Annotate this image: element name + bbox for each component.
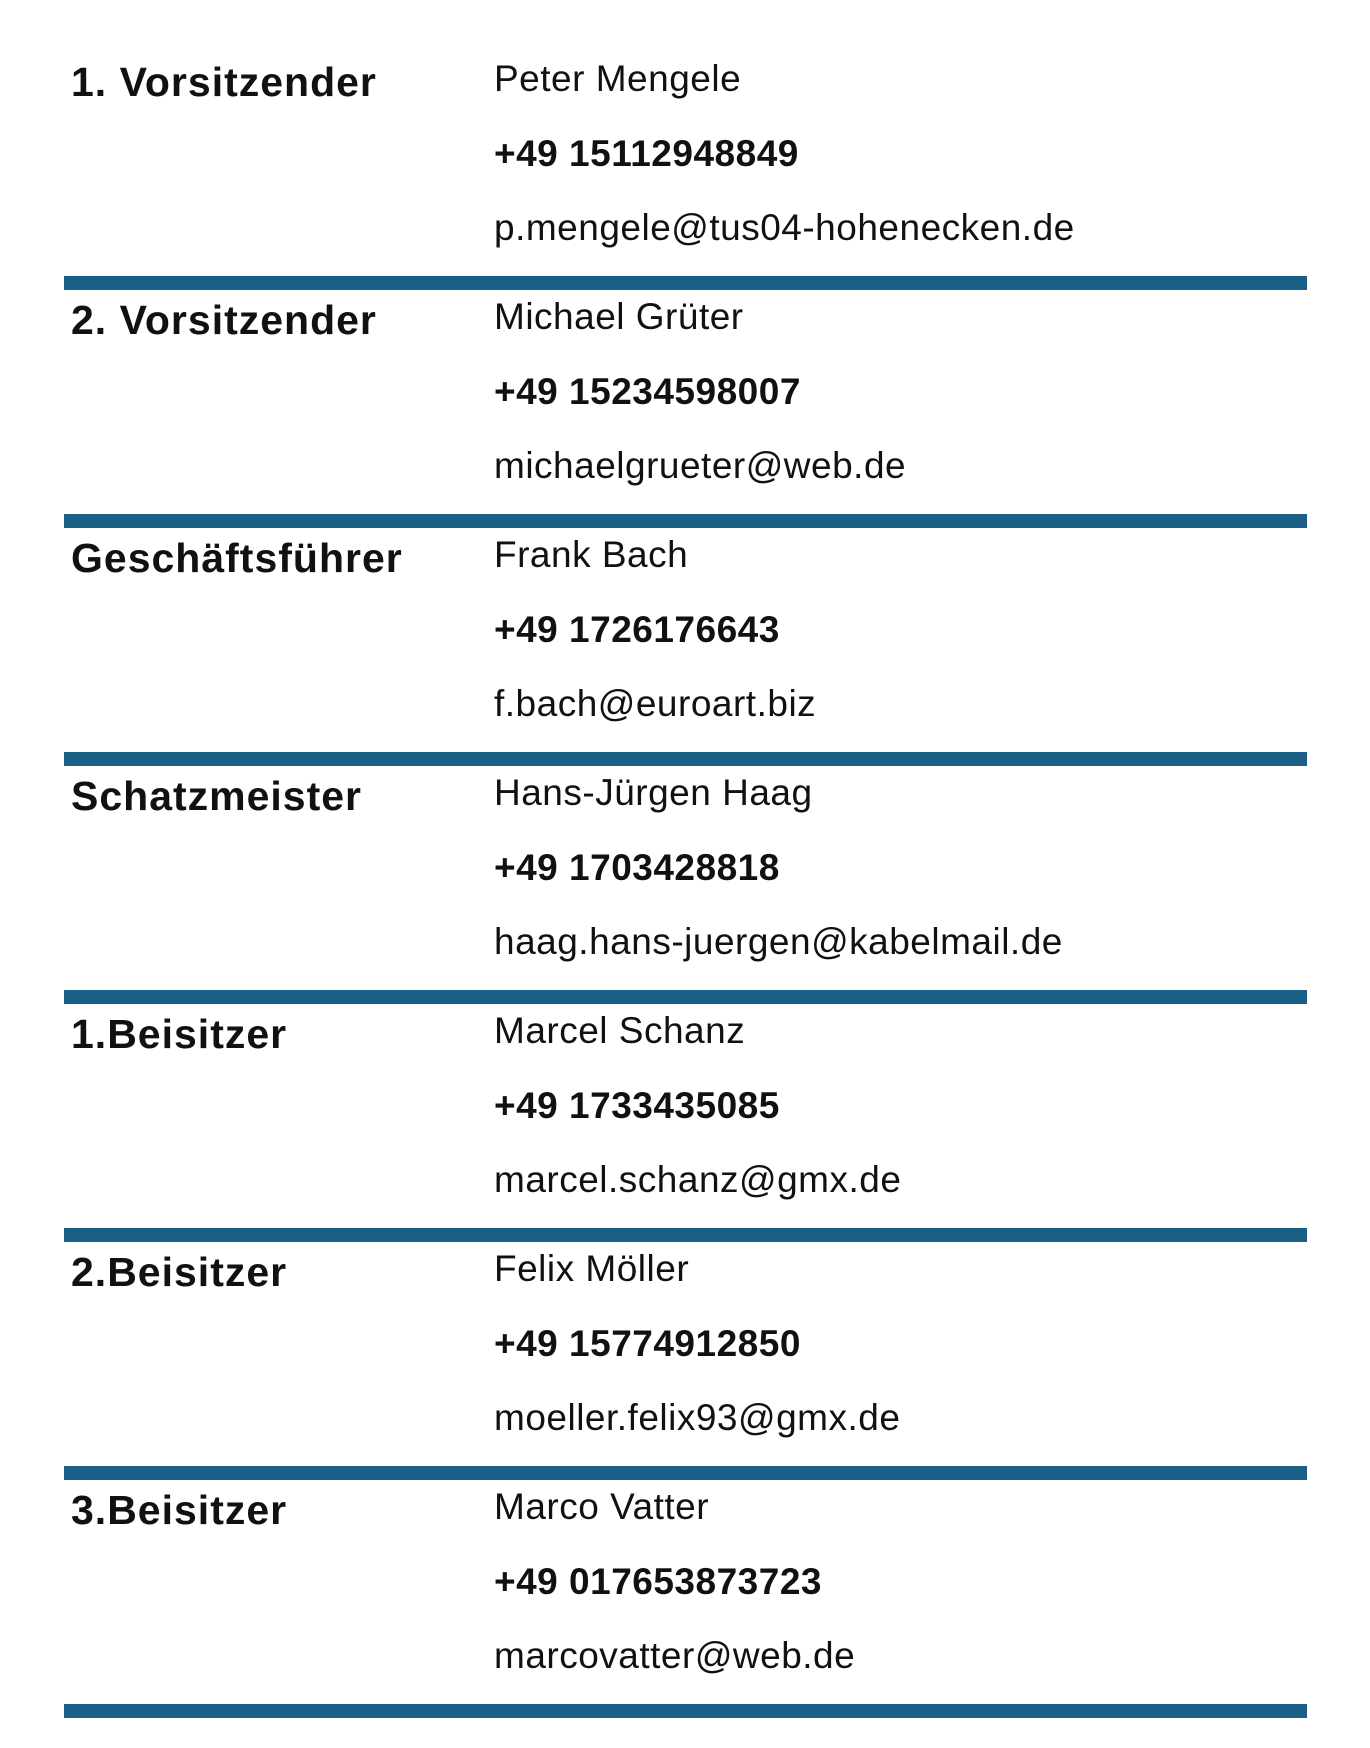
role-label: 2. Vorsitzender <box>71 297 377 343</box>
phone-number: +49 1726176643 <box>494 609 780 650</box>
role-label: Schatzmeister <box>71 773 363 819</box>
divider-rule <box>64 990 1307 1004</box>
divider-rule <box>64 276 1307 290</box>
email-address: f.bach@euroart.biz <box>494 683 817 724</box>
phone-number: +49 15774912850 <box>494 1323 801 1364</box>
phone-number: +49 15112948849 <box>494 133 799 174</box>
person-name: Michael Grüter <box>494 296 744 337</box>
person-name: Marcel Schanz <box>494 1010 746 1051</box>
role-label: 1.Beisitzer <box>71 1011 288 1057</box>
person-name: Marco Vatter <box>494 1486 710 1527</box>
phone-number: +49 017653873723 <box>494 1561 822 1602</box>
role-label: Geschäftsführer <box>71 535 403 581</box>
divider-rule <box>64 752 1307 766</box>
person-name: Felix Möller <box>494 1248 690 1289</box>
person-name: Frank Bach <box>494 534 689 575</box>
role-label: 3.Beisitzer <box>71 1487 288 1533</box>
phone-number: +49 15234598007 <box>494 371 801 412</box>
email-address: moeller.felix93@gmx.de <box>494 1397 901 1438</box>
email-address: marcovatter@web.de <box>494 1635 856 1676</box>
email-address: haag.hans-juergen@kabelmail.de <box>494 921 1063 962</box>
role-label: 1. Vorsitzender <box>71 59 377 105</box>
divider-rule <box>64 514 1307 528</box>
email-address: marcel.schanz@gmx.de <box>494 1159 902 1200</box>
divider-rule <box>64 1228 1307 1242</box>
divider-rule <box>64 1466 1307 1480</box>
email-address: p.mengele@tus04-hohenecken.de <box>494 207 1075 248</box>
phone-number: +49 1733435085 <box>494 1085 780 1126</box>
email-address: michaelgrueter@web.de <box>494 445 907 486</box>
divider-rule <box>64 1704 1307 1718</box>
person-name: Peter Mengele <box>494 58 742 99</box>
role-label: 2.Beisitzer <box>71 1249 288 1295</box>
phone-number: +49 1703428818 <box>494 847 780 888</box>
person-name: Hans-Jürgen Haag <box>494 772 813 813</box>
